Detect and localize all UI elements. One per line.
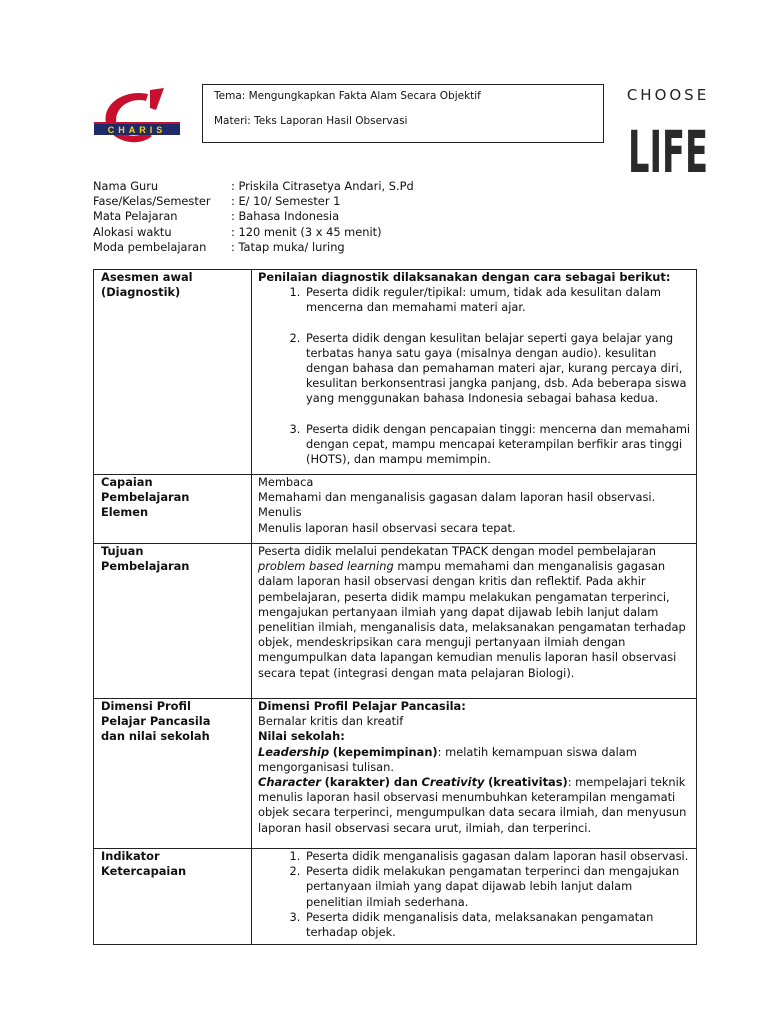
dimensi-profil: Bernalar kritis dan kreatif (258, 714, 404, 729)
info-value: : E/ 10/ Semester 1 (231, 194, 341, 209)
list-item: 3. Peserta didik dengan pencapaian tinggi: mencerna dan memahami dengan cepat, mampu mencapai keterampilan berfikir aras tinggi (HOTS), dan mampu memimpin. (304, 422, 692, 468)
info-row-fase (93, 194, 414, 209)
capaian-line: Menulis laporan hasil observasi secara tepat. (258, 520, 516, 535)
info-label: Mata Pelajaran (93, 209, 178, 224)
list-item: 2. Peserta didik dengan kesulitan belajar seperti gaya belajar yang terbatas hanya satu gaya (misalnya dengan audio). kesulitan dengan bahasa dan pemahaman materi ajar, kurang percaya diri, kesulitan berkonsentrasi jangka panjang, dsb. Ada beberapa siswa yang menggunakan bahasa Indonesia sebagai bahasa kedua. (304, 331, 692, 407)
asesmen-content (252, 270, 697, 475)
materi-text: Materi: Teks Laporan Hasil Observasi (214, 115, 408, 127)
info-value: : Bahasa Indonesia (231, 209, 340, 224)
nilai-heading: Nilai sekolah: (258, 729, 345, 744)
capaian-line: Menulis (258, 505, 302, 520)
info-value: : Tatap muka/ luring (231, 239, 345, 254)
info-label: Fase/Kelas/Semester (93, 194, 211, 209)
row-asesmen (94, 270, 697, 475)
indikator-label: Indikator Ketercapaian (94, 849, 252, 945)
info-row-mapel (93, 209, 414, 224)
choose-life-logo-bottom: LIFE (628, 118, 708, 186)
list-item: 1. Peserta didik menganalisis gagasan dalam laporan hasil observasi. (304, 849, 692, 864)
choose-life-logo (626, 84, 710, 186)
lesson-plan-table (93, 269, 697, 945)
tujuan-italic: problem based learning (258, 559, 394, 574)
tujuan-text-after: mampu memahami dan menganalisis gagasan dalam laporan hasil observasi dengan kritis dan reflektif. Pada akhir pembelajaran, peserta didik mampu melakukan pengamatan terperinci, mengajukan pertanyaan ilmiah yang dapat dijawab lebih lanjut dalam penelitian ilmiah, menganalisis data, melaksanakan pengamatan terhadap objek, mendeskripsikan cara menguji pertanyaan ilmiah dengan mengumpulkan data lapangan kemudian menulis laporan hasil observasi secara tepat (integrasi dengan mata pelajaran Biologi). (258, 559, 686, 680)
row-dimensi (94, 699, 697, 849)
info-label: Alokasi waktu (93, 224, 172, 239)
info-row-moda (93, 240, 414, 255)
tujuan-label: Tujuan Pembelajaran (94, 544, 252, 699)
dimensi-heading: Dimensi Profil Pelajar Pancasila: (258, 699, 466, 713)
capaian-content (252, 475, 697, 544)
teacher-info (93, 179, 414, 255)
info-label: Nama Guru (93, 179, 159, 193)
capaian-line: Memahami dan menganalisis gagasan dalam laporan hasil observasi. (258, 490, 656, 505)
dimensi-label: Dimensi Profil Pelajar Pancasila dan nilai sekolah (94, 699, 252, 849)
list-item: 2. Peserta didik melakukan pengamatan terperinci dan mengajukan pertanyaan ilmiah yang dapat dijawab lebih lanjut dalam penelitian ilmiah sederhana. (304, 864, 692, 910)
info-value: : 120 menit (3 x 45 menit) (231, 224, 382, 239)
charis-logo (90, 88, 185, 148)
asesmen-list (258, 285, 692, 467)
leadership-paragraph: Leadership (kepemimpinan): melatih kemampuan siswa dalam mengorganisasi tulisan. (258, 744, 637, 774)
tujuan-text-before: Peserta didik melalui pendekatan TPACK dengan model pembelajaran (258, 544, 657, 558)
asesmen-heading: Penilaian diagnostik dilaksanakan dengan cara sebagai berikut: (258, 270, 671, 284)
indikator-list (258, 849, 692, 940)
dimensi-content (252, 699, 697, 849)
tujuan-content (252, 544, 697, 699)
indikator-content (252, 849, 697, 945)
tema-text: Tema: Mengungkapkan Fakta Alam Secara Objektif (214, 90, 481, 102)
choose-life-logo-top: CHOOSE (626, 86, 710, 104)
list-item: 1. Peserta didik reguler/tipikal: umum, tidak ada kesulitan dalam mencerna dan memahami materi ajar. (304, 285, 692, 315)
info-row-alokasi (93, 225, 414, 240)
row-tujuan (94, 544, 697, 699)
charis-logo-text: CHARIS (107, 125, 167, 135)
capaian-label: Capaian Pembelajaran Elemen (94, 475, 252, 544)
row-capaian (94, 475, 697, 544)
character-paragraph: Character (karakter) dan Creativity (kreativitas): mempelajari teknik menulis laporan hasil observasi menumbuhkan keterampilan mengamati objek secara terperinci, mengumpulkan data secara ilmiah, dan menyusun laporan hasil observasi secara urut, ilmiah, dan terperinci. (258, 775, 687, 835)
capaian-line: Membaca (258, 475, 314, 489)
info-label: Moda pembelajaran (93, 239, 207, 254)
row-indikator (94, 849, 697, 945)
topic-box (202, 84, 604, 143)
info-value: : Priskila Citrasetya Andari, S.Pd (231, 179, 414, 193)
list-item: 3. Peserta didik menganalisis data, melaksanakan pengamatan terhadap objek. (304, 910, 692, 940)
info-row-guru (93, 179, 414, 194)
asesmen-label: Asesmen awal (Diagnostik) (94, 270, 252, 475)
